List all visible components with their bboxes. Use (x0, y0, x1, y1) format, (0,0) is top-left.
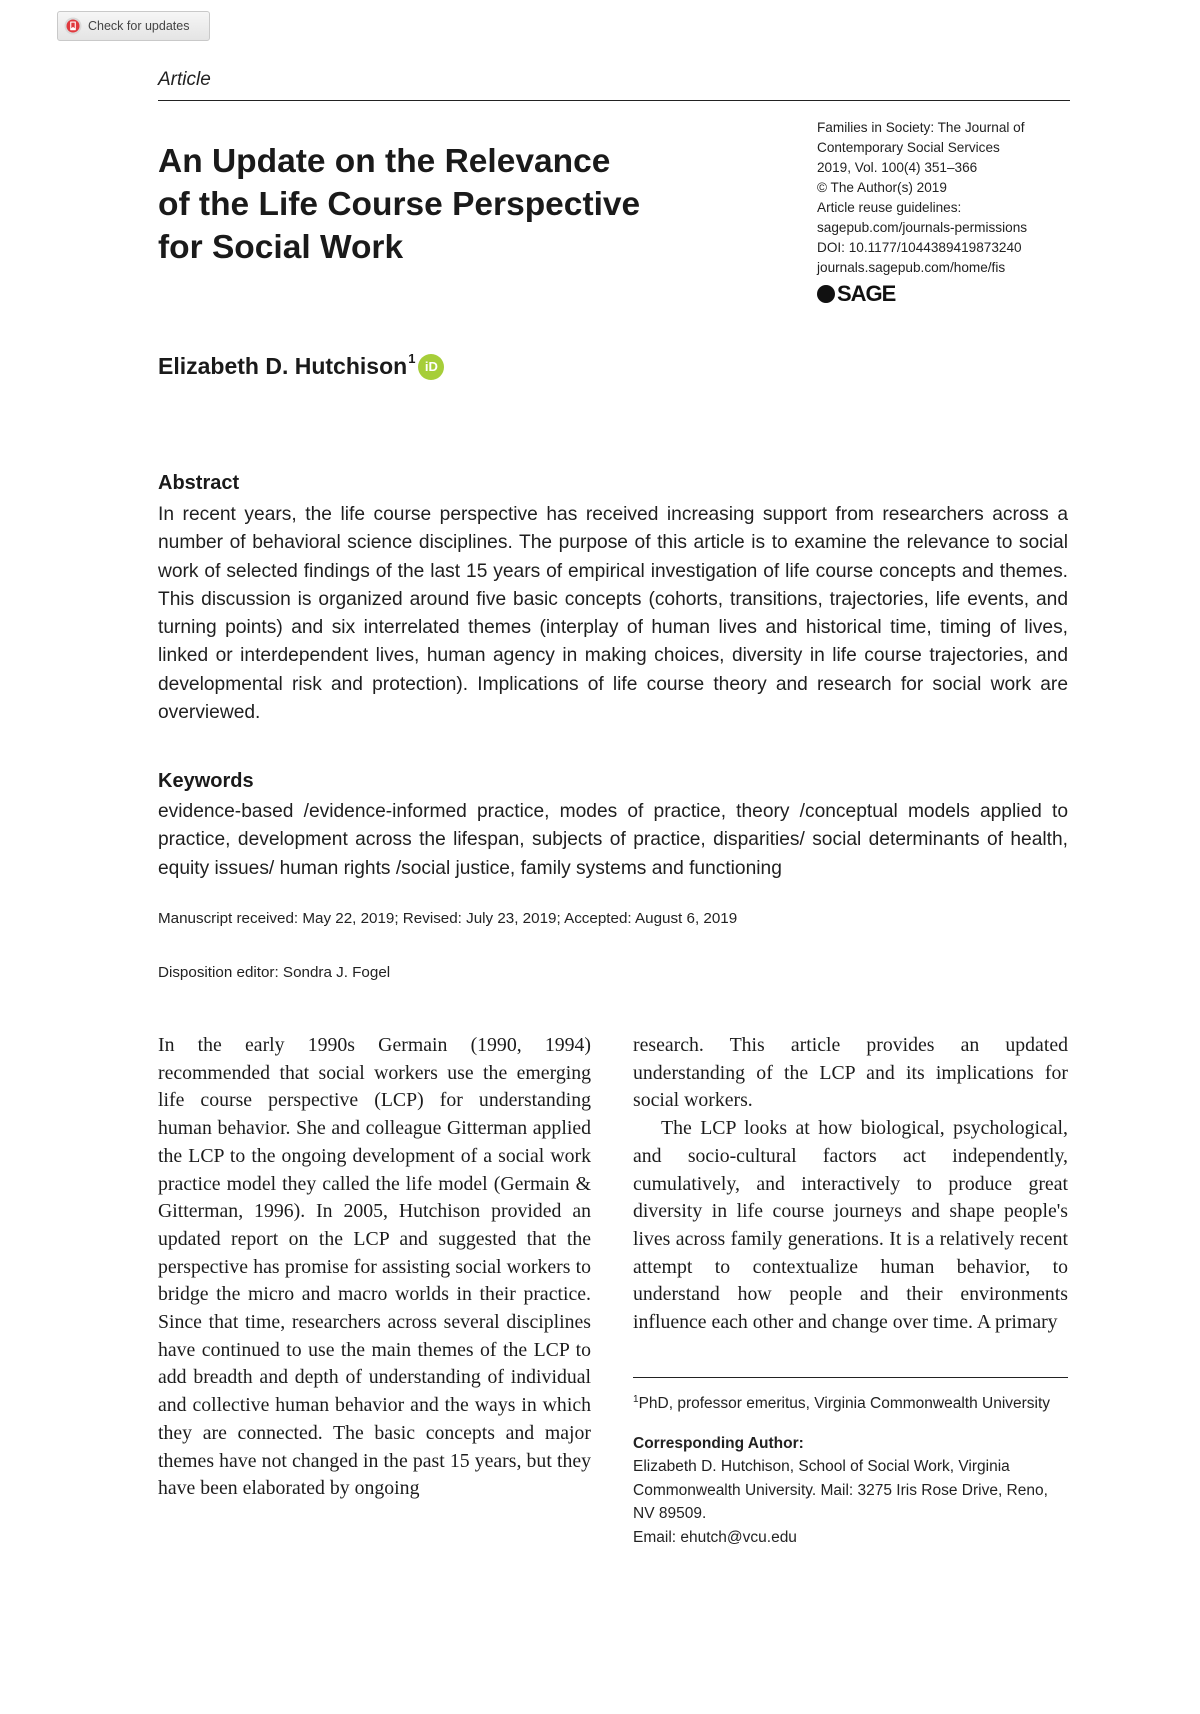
footnotes (633, 1388, 1073, 1549)
journal-volume: 2019, Vol. 100(4) 351–366 (817, 160, 978, 175)
manuscript-dates: Manuscript received: May 22, 2019; Revised: July 23, 2019; Accepted: August 6, 2019 (158, 910, 738, 927)
sage-logo-mark (817, 285, 835, 303)
copyright: © The Author(s) 2019 (817, 180, 947, 195)
check-for-updates-label: Check for updates (88, 19, 190, 33)
abstract-text: In recent years, the life course perspective has received increasing support from researchers across a number of behavioral science disciplines. The purpose of this article is to examine the relevance to social work of selected findings of the last 15 years of empirical investigation of life course concepts and themes. This discussion is organized around five basic concepts (cohorts, transitions, trajectories, life events, and turning points) and six interrelated themes (interplay of human lives and historical time, timing of lives, linked or interdependent lives, human agency in making choices, diversity in life course trajectories, and developmental risk and protection). Implications of life course theory and research for social work are overviewed. (158, 504, 1068, 724)
body-column-right (633, 1032, 1068, 1337)
article-type-label: Article (158, 69, 211, 90)
body-column-left (158, 1032, 591, 1503)
doi-link[interactable]: DOI: 10.1177/1044389419873240 (817, 240, 1022, 255)
author-name: Elizabeth D. Hutchison (158, 353, 408, 379)
body-paragraph: The LCP looks at how biological, psychological, and socio-cultural factors act independently, cumulatively, and interactively to produce great diversity in life course journeys and shape people's lives across family generations. It is a relatively recent attempt to contextualize human behavior, to understand how people and their environments influence each other and change over time. A primary (633, 1117, 1068, 1334)
author-line (158, 353, 444, 380)
title-line: of the Life Course Perspective (158, 186, 641, 223)
affiliation-text: PhD, professor emeritus, Virginia Commonwealth University (638, 1395, 1051, 1413)
email-link[interactable]: Email: ehutch@vcu.edu (633, 1528, 797, 1546)
journal-home-link[interactable]: journals.sagepub.com/home/fis (817, 260, 1006, 275)
corresponding-author-heading: Corresponding Author: (633, 1434, 804, 1452)
affiliation-mark: 1 (408, 351, 416, 366)
journal-name-line: Families in Society: The Journal of (817, 120, 1025, 135)
sage-logo (817, 283, 895, 305)
header-rule (158, 100, 1070, 101)
reuse-label: Article reuse guidelines: (817, 200, 962, 215)
keywords-text: evidence-based /evidence-informed practice, modes of practice, theory /conceptual models applied to practice, development across the lifespan, subjects of practice, disparities/ social determinants of health, equity issues/ human rights /social justice, family systems and functioning (158, 801, 1068, 879)
title-line: An Update on the Relevance (158, 143, 611, 180)
footnote-rule (633, 1377, 1068, 1378)
orcid-icon[interactable]: iD (418, 354, 444, 380)
permissions-link[interactable]: sagepub.com/journals-permissions (817, 220, 1028, 235)
abstract-heading: Abstract (158, 472, 240, 494)
body-paragraph: research. This article provides an updated understanding of the LCP and its implications for social workers. (633, 1034, 1068, 1112)
journal-info (817, 118, 1077, 278)
corresponding-author-text: Elizabeth D. Hutchison, School of Social Work, Virginia Commonwealth University. Mail: 3275 Iris Rose Drive, Reno, NV 89509. (633, 1458, 1048, 1523)
keywords-heading: Keywords (158, 770, 254, 792)
sage-logo-text: SAGE (837, 281, 896, 306)
check-updates-icon (64, 17, 82, 35)
affiliation-footnote (633, 1388, 1073, 1416)
article-title (158, 140, 718, 269)
affiliation-footnote-mark: 1 (633, 1394, 639, 1405)
check-for-updates-button[interactable] (57, 11, 210, 41)
disposition-editor: Disposition editor: Sondra J. Fogel (158, 964, 391, 981)
journal-name-line: Contemporary Social Services (817, 140, 1000, 155)
body-paragraph: In the early 1990s Germain (1990, 1994) recommended that social workers use the emerging life course perspective (LCP) for understanding human behavior. She and colleague Gitterman applied the LCP to the ongoing development of a social work practice model they called the life model (Germain & Gitterman, 1996). In 2005, Hutchison provided an updated report on the LCP and suggested that the perspective has promise for assisting social workers to bridge the micro and macro worlds in their practice. Since that time, researchers across several disciplines have continued to use the main themes of the LCP to add breadth and depth of understanding of individual and collective human behavior and the ways in which they are connected. The basic concepts and major themes have not changed in the past 15 years, but they have been elaborated by ongoing (158, 1034, 591, 1500)
title-line: for Social Work (158, 229, 404, 266)
